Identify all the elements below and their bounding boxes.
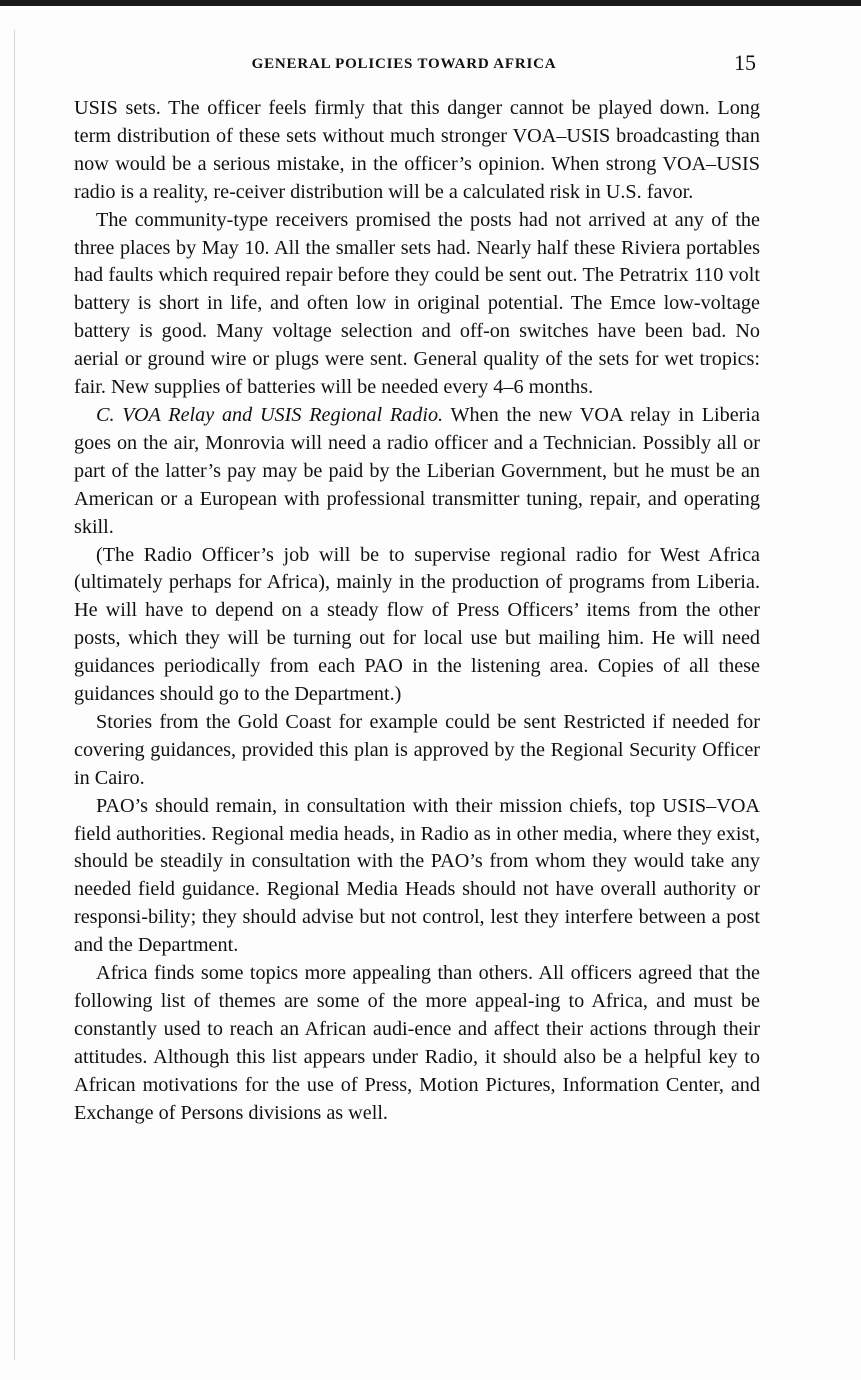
page-header <box>74 48 760 82</box>
paragraph-text: Stories from the Gold Coast for example could be sent Restricted if needed for covering guidances, provided this plan is approved by the Regional Security Officer in Cairo. <box>74 710 760 789</box>
page-number: 15 <box>734 50 756 75</box>
paragraph <box>74 709 760 793</box>
top-border <box>0 0 861 6</box>
paragraph-text: The community-type receivers promised the posts had not arrived at any of the three places by May 10. All the smaller sets had. Nearly half these Riviera portables had faults which required repair before they could be sent out. The Petratrix 110 volt battery is short in life, and often low in original potential. The Emce low-voltage battery is good. Many voltage selection and off-on switches have been bad. No aerial or ground wire or plugs were sent. General quality of the sets for wet tropics: fair. New supplies of batteries will be needed every 4–6 months. <box>74 208 760 399</box>
paragraph-text: USIS sets. The officer feels firmly that this danger cannot be played down. Long term distribution of these sets without much stronger VOA–USIS broadcasting than now would be a serious mistake, in the officer’s opinion. When strong VOA–USIS radio is a reality, re-ceiver distribution will be a calculated risk in U.S. favor. <box>74 97 760 203</box>
page-edge <box>14 30 15 1360</box>
paragraph <box>74 960 760 1127</box>
paragraph-text: Africa finds some topics more appealing than others. All officers agreed that the following list of themes are some of the more appeal-ing to Africa, and must be constantly used to reach an African audi-ence and affect their actions through their attitudes. Although this list appears under Radio, it should also be a helpful key to African motivations for the use of Press, Motion Pictures, Information Center, and Exchange of Persons divisions as well. <box>74 962 760 1124</box>
paragraph <box>74 402 760 542</box>
paragraph <box>74 542 760 709</box>
paragraph <box>74 95 760 207</box>
paragraph-text: PAO’s should remain, in consultation with their mission chiefs, top USIS–VOA field authorities. Regional media heads, in Radio as in other media, where they exist, should be steadily in consultation with the PAO’s from whom they would take any needed field guidance. Regional Media Heads should not have overall authority or responsi-bility; they should advise but not control, lest they interfere between a post and the Department. <box>74 794 760 957</box>
body-text <box>74 95 760 1128</box>
paragraph-text: (The Radio Officer’s job will be to supervise regional radio for West Africa (ultimately perhaps for Africa), mainly in the production of programs from Liberia. He will have to depend on a steady flow of Press Officers’ items from the other posts, which they will be turning out for local use but mailing him. He will need guidances periodically from each PAO in the listening area. Copies of all these guidances should go to the Department.) <box>74 543 760 706</box>
section-heading: C. VOA Relay and USIS Regional Radio. <box>96 403 444 426</box>
paragraph <box>74 793 760 960</box>
running-title: GENERAL POLICIES TOWARD AFRICA <box>251 56 557 72</box>
paragraph-text: When the new VOA relay in Liberia goes on the air, Monrovia will need a radio officer and a Technician. Possibly all or part of the latter’s pay may be paid by the Liberian Government, but he must be an American or a European with professional transmitter tuning, repair, and operating skill. <box>74 403 760 538</box>
paragraph <box>74 207 760 402</box>
